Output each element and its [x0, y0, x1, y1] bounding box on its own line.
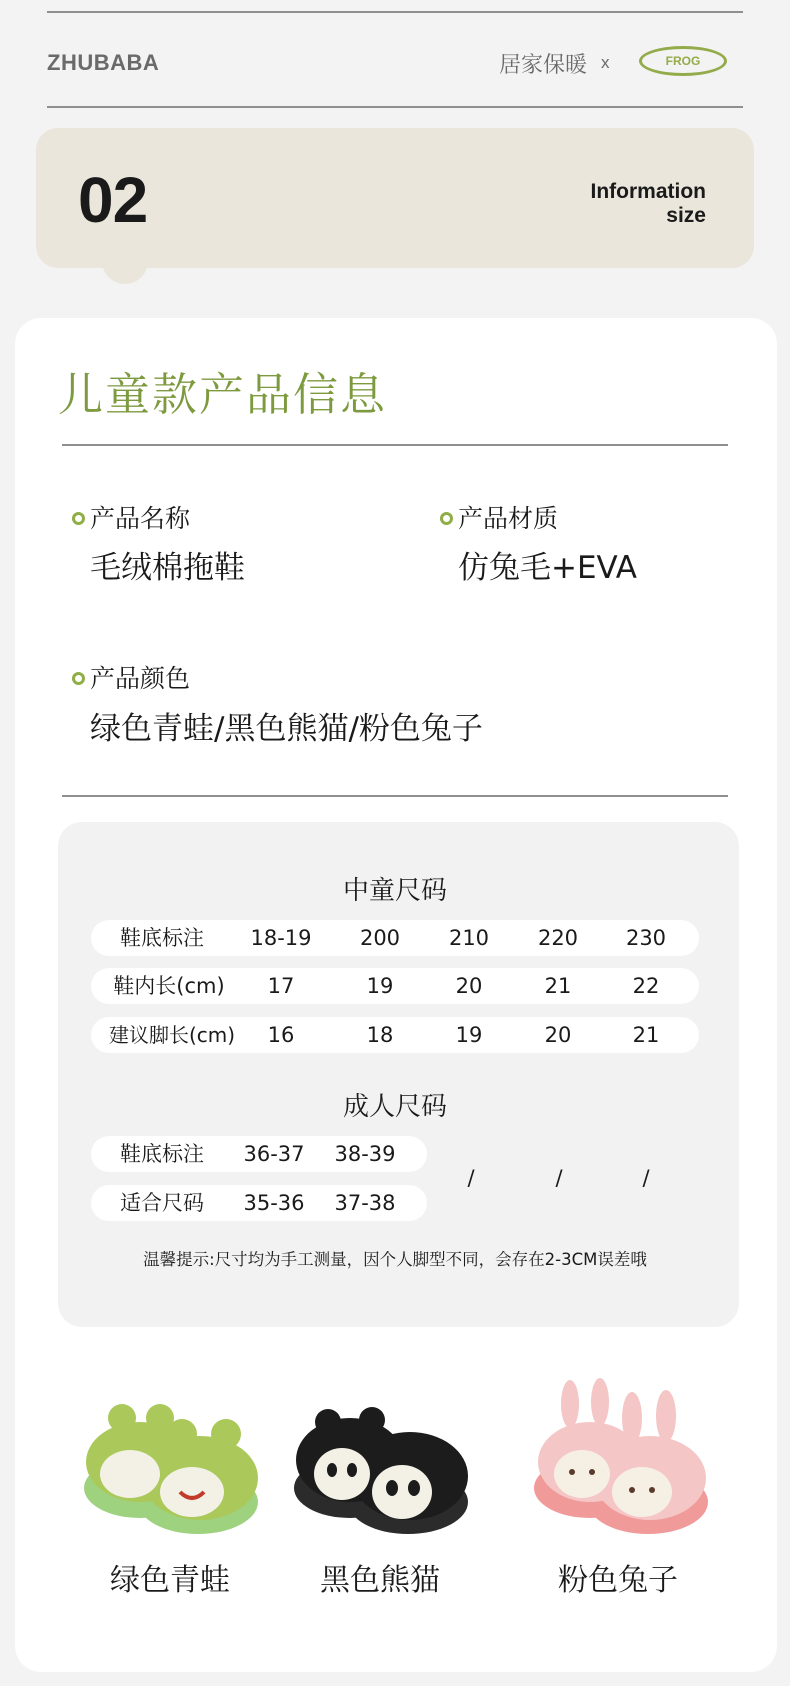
table-cell: 220 [537, 926, 579, 950]
table-cell: 36-37 [243, 1142, 305, 1166]
bullet-icon [72, 512, 85, 525]
product-color-value: 绿色青蛙/黑色熊猫/粉色兔子 [90, 711, 483, 747]
empty-slash: / [555, 1166, 563, 1190]
table-cell: 200 [359, 926, 401, 950]
card-title: 儿童款产品信息 [58, 368, 388, 421]
title-divider [62, 444, 728, 446]
table-cell: 20 [544, 1023, 572, 1047]
row-label: 适合尺码 [120, 1191, 204, 1215]
fields-divider [62, 795, 728, 797]
table-cell: 37-38 [334, 1191, 396, 1215]
banner-tail [102, 246, 148, 284]
row-label: 鞋底标注 [120, 926, 204, 950]
collab-x: x [601, 53, 610, 72]
adult-size-title: 成人尺码 [342, 1092, 447, 1122]
top-divider [47, 11, 743, 13]
header-divider [47, 106, 743, 108]
product-name-label: 产品名称 [90, 504, 191, 533]
table-cell: 230 [625, 926, 667, 950]
product-name-panda: 黑色熊猫 [320, 1563, 440, 1598]
empty-slash: / [467, 1166, 475, 1190]
bullet-icon [440, 512, 453, 525]
table-cell: 19 [366, 974, 394, 998]
table-cell: 21 [544, 974, 572, 998]
panda-slipper-image [280, 1370, 480, 1550]
subtitle-line-1: Information [590, 180, 706, 203]
table-cell: 21 [632, 1023, 660, 1047]
product-color-label: 产品颜色 [90, 664, 191, 693]
table-cell: 18 [366, 1023, 394, 1047]
table-cell: 19 [455, 1023, 483, 1047]
table-cell: 38-39 [334, 1142, 396, 1166]
empty-slash: / [642, 1166, 650, 1190]
product-name-frog: 绿色青蛙 [110, 1563, 230, 1598]
row-label: 鞋底标注 [120, 1142, 204, 1166]
rabbit-slipper-image [520, 1370, 720, 1550]
middle-size-title: 中童尺码 [342, 876, 447, 906]
frog-badge: FROG [639, 46, 727, 76]
product-material-value: 仿兔毛+EVA [458, 550, 637, 586]
table-cell: 16 [267, 1023, 295, 1047]
subtitle-line-2: size [666, 204, 706, 227]
table-cell: 22 [632, 974, 660, 998]
product-name-value: 毛绒棉拖鞋 [90, 550, 245, 586]
size-tip: 温馨提示:尺寸均为手工测量，因个人脚型不同，会存在2-3CM误差哦 [143, 1250, 647, 1269]
table-cell: 210 [448, 926, 490, 950]
bullet-icon [72, 672, 85, 685]
section-number: 02 [78, 164, 148, 236]
section-subtitle [560, 180, 706, 228]
row-label: 鞋内长(cm) [113, 974, 225, 998]
product-material-label: 产品材质 [458, 504, 559, 533]
table-cell: 35-36 [243, 1191, 305, 1215]
table-cell: 20 [455, 974, 483, 998]
brand-name: ZHUBABA [47, 50, 160, 75]
table-cell: 17 [267, 974, 295, 998]
row-label: 建议脚长(cm) [108, 1023, 236, 1047]
frog-slipper-image [70, 1370, 270, 1550]
product-name-rabbit: 粉色兔子 [558, 1563, 678, 1598]
tagline: 居家保暖 [499, 53, 588, 78]
table-cell: 18-19 [250, 926, 312, 950]
